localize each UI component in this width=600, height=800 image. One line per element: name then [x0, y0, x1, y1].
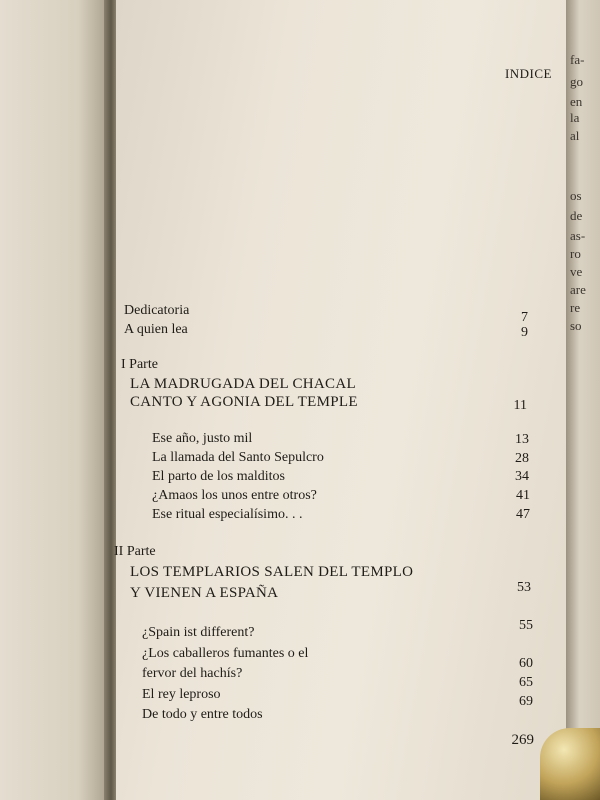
toc-entry: ¿Los caballeros fumantes o el [142, 646, 309, 661]
part-title-line: CANTO Y AGONIA DEL TEMPLE [130, 394, 358, 410]
toc-page-number: 9 [521, 325, 528, 340]
index-page [116, 0, 568, 800]
toc-page-number: 60 [519, 656, 533, 671]
adjacent-page-text: al [570, 128, 580, 143]
toc-page-number: 7 [521, 310, 528, 325]
toc-entry: Ese año, justo mil [152, 431, 253, 446]
toc-entry-dedicatoria: Dedicatoria [124, 303, 190, 318]
toc-page-number: 55 [519, 618, 533, 633]
adjacent-page-text: en [570, 94, 583, 109]
toc-page-number: 65 [519, 675, 533, 690]
toc-page-number: 47 [516, 507, 530, 522]
toc-entry: Ese ritual especialísimo. . . [152, 507, 303, 522]
toc-page-number: 69 [519, 694, 533, 709]
page-header: INDICE [504, 66, 552, 81]
adjacent-page-text: as- [570, 228, 586, 243]
toc-entry-a-quien-lea: A quien lea [124, 322, 188, 337]
adjacent-page-text: are [570, 282, 586, 297]
adjacent-page-text: ro [570, 246, 581, 261]
toc-entry: fervor del hachís? [142, 666, 243, 681]
toc-entry: El parto de los malditos [152, 469, 285, 484]
part-title-line: LA MADRUGADA DEL CHACAL [130, 376, 356, 392]
part-label-i: I Parte [121, 357, 158, 372]
adjacent-page-text: os [570, 188, 582, 203]
adjacent-page-text: fa- [570, 52, 585, 67]
adjacent-page-text: la [570, 110, 580, 125]
adjacent-page [566, 0, 600, 800]
part-title-line: Y VIENEN A ESPAÑA [130, 585, 279, 601]
adjacent-page-text: de [570, 208, 583, 223]
toc-page-number: 41 [516, 488, 530, 503]
toc-entry: De todo y entre todos [142, 707, 263, 722]
part-label-ii: II Parte [114, 544, 156, 559]
brass-clasp [540, 728, 600, 800]
part-title-line: LOS TEMPLARIOS SALEN DEL TEMPLO [130, 564, 414, 580]
toc-entry: ¿Spain ist different? [142, 625, 255, 640]
toc-entry: El rey leproso [142, 687, 221, 702]
toc-page-number: 34 [515, 469, 529, 484]
adjacent-page-text: so [570, 318, 582, 333]
page-number: 269 [511, 732, 534, 748]
adjacent-page-text: go [570, 74, 583, 89]
left-page [0, 0, 112, 800]
adjacent-page-text: ve [570, 264, 583, 279]
toc-page-number: 11 [513, 398, 527, 413]
toc-entry: La llamada del Santo Sepulcro [152, 450, 324, 465]
toc-entry: ¿Amaos los unos entre otros? [152, 488, 317, 503]
toc-page-number: 28 [515, 451, 529, 466]
toc-page-number: 13 [515, 432, 529, 447]
adjacent-page-text: re [570, 300, 581, 315]
toc-page-number: 53 [517, 580, 531, 595]
